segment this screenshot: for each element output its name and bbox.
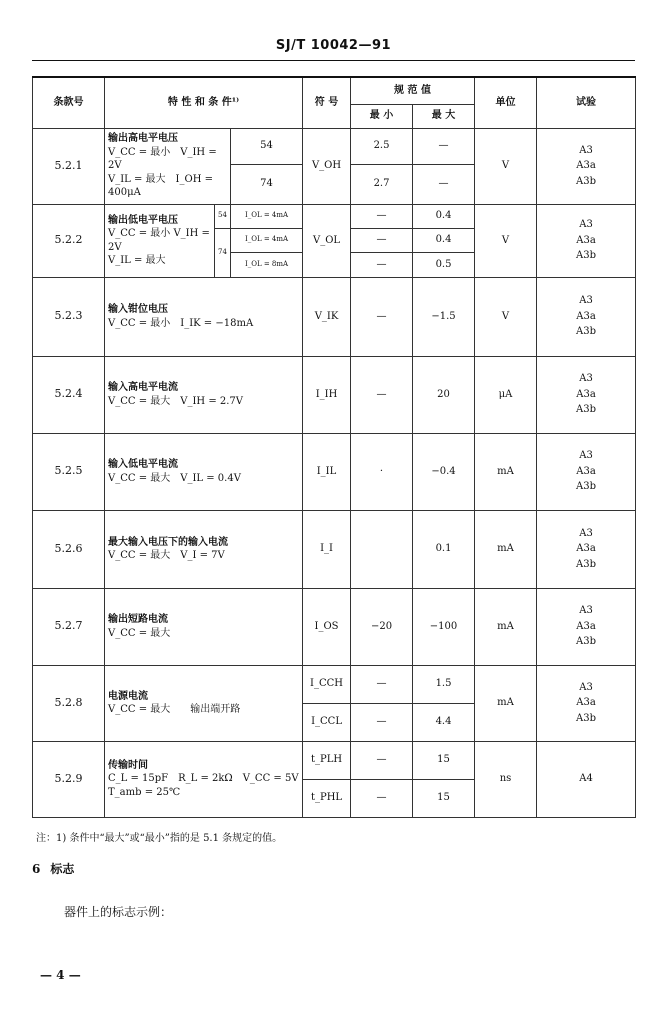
tests: A3 A3a A3b [537, 588, 636, 665]
load-condition: I_OL = 4mA [231, 204, 303, 228]
tests: A3 A3a A3b [537, 277, 636, 356]
min-value: — [351, 356, 413, 433]
header-characteristic: 特 性 和 条 件¹⁾ [105, 77, 303, 128]
min-value: — [351, 277, 413, 356]
header-unit: 单位 [475, 77, 537, 128]
header-clause: 条款号 [33, 77, 105, 128]
max-value: — [413, 128, 475, 164]
max-value: 0.4 [413, 204, 475, 228]
condition: 电源电流 V_CC = 最大 输出端开路 [105, 665, 303, 741]
header-max: 最 大 [413, 104, 475, 128]
header-min: 最 小 [351, 104, 413, 128]
unit: ns [475, 741, 537, 817]
unit: mA [475, 665, 537, 741]
max-value: 1.5 [413, 665, 475, 703]
tests: A4 [537, 741, 636, 817]
spec-table [32, 76, 636, 818]
clause-number: 5.2.8 [33, 665, 105, 741]
condition: 传输时间 C_L = 15pF R_L = 2kΩ V_CC = 5V T_amb = 25℃ [105, 741, 303, 817]
symbol: I_I [303, 510, 351, 588]
max-value: 15 [413, 779, 475, 817]
min-value: — [351, 779, 413, 817]
min-value: · [351, 433, 413, 510]
table-row [33, 277, 636, 356]
max-value: 15 [413, 741, 475, 779]
min-value: — [351, 665, 413, 703]
table-row [33, 128, 636, 164]
page-number: — 4 — [40, 968, 81, 982]
clause-number: 5.2.4 [33, 356, 105, 433]
series-label: 54 [231, 128, 303, 164]
symbol: I_OS [303, 588, 351, 665]
section-number: 6 [32, 862, 41, 876]
header-range: 规 范 值 [351, 77, 475, 104]
clause-number: 5.2.2 [33, 204, 105, 277]
min-value: 2.5 [351, 128, 413, 164]
max-value: 4.4 [413, 703, 475, 741]
symbol: V_OH [303, 128, 351, 204]
max-value: −0.4 [413, 433, 475, 510]
condition: 输入低电平电流 V_CC = 最大 V_IL = 0.4V [105, 433, 303, 510]
tests: A3 A3a A3b [537, 433, 636, 510]
footnote: 注：1) 条件中“最大”或“最小”指的是 5.1 条规定的值。 [36, 833, 283, 844]
symbol: I_CCH [303, 665, 351, 703]
min-value: — [351, 252, 413, 277]
symbol: I_CCL [303, 703, 351, 741]
clause-number: 5.2.9 [33, 741, 105, 817]
tests: A3 A3a A3b [537, 204, 636, 277]
max-value: 0.4 [413, 228, 475, 252]
min-value: — [351, 204, 413, 228]
tests: A3 A3a A3b [537, 510, 636, 588]
condition: 输出低电平电压 V_CC = 最小 V_IH = 2V V_IL = 最大 [105, 204, 215, 277]
condition: 输入高电平电流 V_CC = 最大 V_IH = 2.7V [105, 356, 303, 433]
clause-number: 5.2.3 [33, 277, 105, 356]
unit: μA [475, 356, 537, 433]
max-value: −100 [413, 588, 475, 665]
symbol: I_IL [303, 433, 351, 510]
condition: 输出高电平电压 V_CC = 最小 V_IH = 2V V_IL = 最大 I_OH = 400μA [105, 128, 231, 204]
header-rule [32, 60, 635, 61]
section-heading [32, 860, 84, 877]
header-test: 试验 [537, 77, 636, 128]
symbol: V_OL [303, 204, 351, 277]
table-row [33, 665, 636, 703]
tests: A3 A3a A3b [537, 128, 636, 204]
max-value: 20 [413, 356, 475, 433]
symbol: I_IH [303, 356, 351, 433]
max-value: — [413, 164, 475, 204]
table-row [33, 204, 636, 228]
table-row [33, 433, 636, 510]
load-condition: I_OL = 8mA [231, 252, 303, 277]
min-value [351, 510, 413, 588]
clause-number: 5.2.7 [33, 588, 105, 665]
max-value: −1.5 [413, 277, 475, 356]
condition: 输出短路电流 V_CC = 最大 [105, 588, 303, 665]
series-label: 74 [231, 164, 303, 204]
unit: mA [475, 588, 537, 665]
table-row [33, 510, 636, 588]
max-value: 0.5 [413, 252, 475, 277]
unit: mA [475, 433, 537, 510]
min-value: — [351, 228, 413, 252]
unit: mA [475, 510, 537, 588]
symbol: t_PHL [303, 779, 351, 817]
min-value: 2.7 [351, 164, 413, 204]
table-row [33, 588, 636, 665]
paragraph: 器件上的标志示例： [64, 905, 173, 919]
tests: A3 A3a A3b [537, 356, 636, 433]
table-row [33, 741, 636, 779]
min-value: — [351, 741, 413, 779]
symbol: t_PLH [303, 741, 351, 779]
clause-number: 5.2.1 [33, 128, 105, 204]
min-value: — [351, 703, 413, 741]
series-label: 74 [215, 228, 231, 277]
series-label: 54 [215, 204, 231, 228]
unit: V [475, 128, 537, 204]
clause-number: 5.2.6 [33, 510, 105, 588]
min-value: −20 [351, 588, 413, 665]
section-title: 标志 [50, 862, 75, 876]
unit: V [475, 277, 537, 356]
document-header: SJ/T 10042—91 [275, 38, 392, 53]
condition: 最大输入电压下的输入电流 V_CC = 最大 V_I = 7V [105, 510, 303, 588]
max-value: 0.1 [413, 510, 475, 588]
unit: V [475, 204, 537, 277]
symbol: V_IK [303, 277, 351, 356]
clause-number: 5.2.5 [33, 433, 105, 510]
tests: A3 A3a A3b [537, 665, 636, 741]
header-symbol: 符 号 [303, 77, 351, 128]
condition: 输入钳位电压 V_CC = 最小 I_IK = −18mA [105, 277, 303, 356]
table-row [33, 356, 636, 433]
load-condition: I_OL = 4mA [231, 228, 303, 252]
